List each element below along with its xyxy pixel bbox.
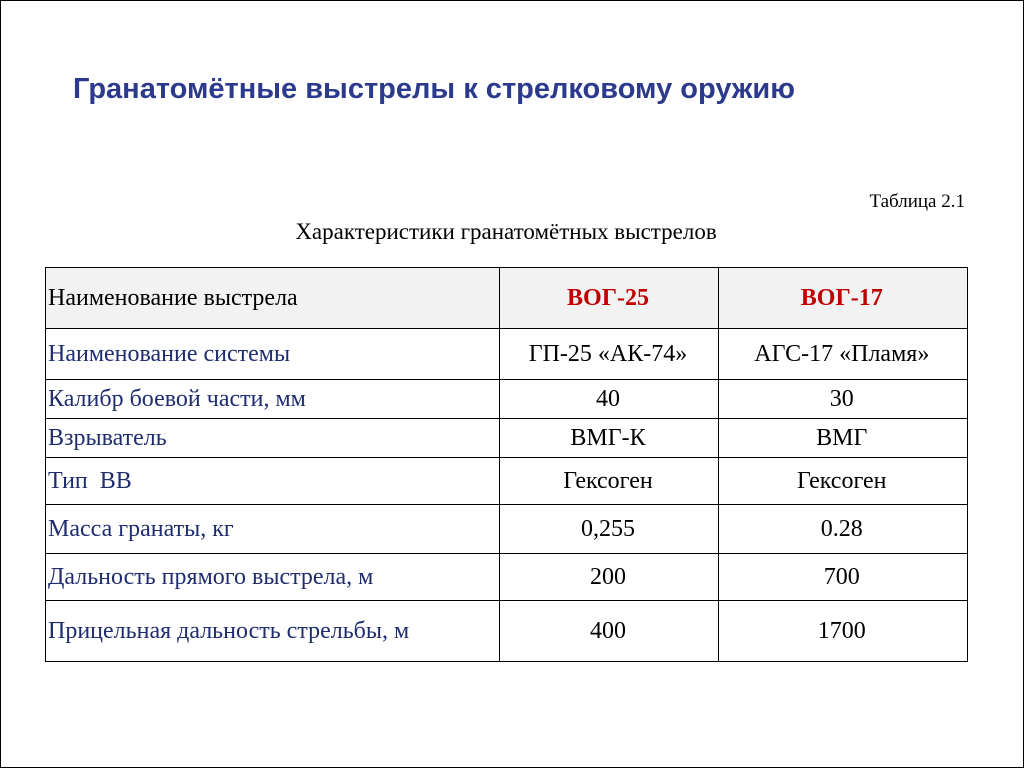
row-value-vog-17: 700: [718, 554, 967, 601]
row-value-vog-25: ВМГ-К: [500, 419, 718, 458]
row-value-vog-25: Гексоген: [500, 458, 718, 505]
table-number: Таблица 2.1: [869, 191, 965, 212]
slide-title: Гранатомётные выстрелы к стрелковому оружию: [73, 73, 795, 105]
table-row: [46, 601, 968, 662]
row-value-vog-25: 200: [500, 554, 718, 601]
characteristics-table: [45, 267, 968, 662]
header-vog-25: ВОГ-25: [500, 268, 718, 329]
table-row: [46, 458, 968, 505]
row-label: Прицельная дальность стрельбы, м: [46, 601, 500, 662]
table-row: [46, 329, 968, 380]
table-row: [46, 505, 968, 554]
table-row: [46, 419, 968, 458]
row-label: Масса гранаты, кг: [46, 505, 500, 554]
row-value-vog-17: 1700: [718, 601, 967, 662]
row-value-vog-17: ВМГ: [718, 419, 967, 458]
table-row: [46, 554, 968, 601]
row-label: Тип ВВ: [46, 458, 500, 505]
table-header-row: [46, 268, 968, 329]
row-value-vog-17: 30: [718, 380, 967, 419]
row-label: Калибр боевой части, мм: [46, 380, 500, 419]
header-label: Наименование выстрела: [46, 268, 500, 329]
row-value-vog-25: 0,255: [500, 505, 718, 554]
row-value-vog-25: 40: [500, 380, 718, 419]
row-value-vog-25: 400: [500, 601, 718, 662]
row-label: Дальность прямого выстрела, м: [46, 554, 500, 601]
row-value-vog-17: Гексоген: [718, 458, 967, 505]
row-label: Взрыватель: [46, 419, 500, 458]
table-row: [46, 380, 968, 419]
row-value-vog-17: АГС-17 «Пламя»: [718, 329, 967, 380]
header-vog-17: ВОГ-17: [718, 268, 967, 329]
table-caption: Характеристики гранатомётных выстрелов: [295, 219, 717, 244]
row-label: Наименование системы: [46, 329, 500, 380]
row-value-vog-25: ГП-25 «АК-74»: [500, 329, 718, 380]
row-value-vog-17: 0.28: [718, 505, 967, 554]
